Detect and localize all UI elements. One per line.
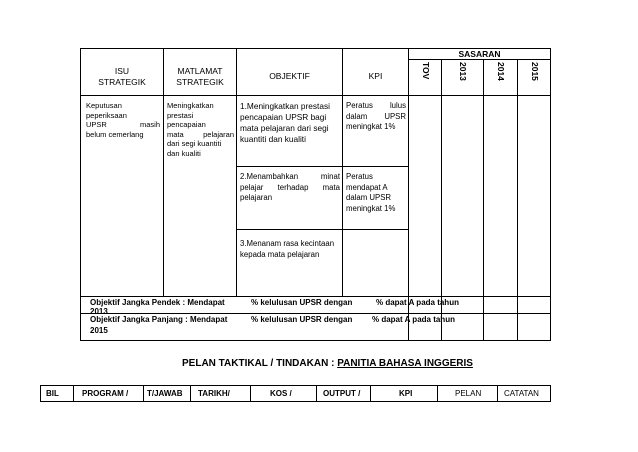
- objektif-jangka-pendek: Objektif Jangka Pendek : Mendapat: [90, 298, 225, 307]
- col-output: OUTPUT /: [323, 389, 361, 398]
- objektif-row-3: 3.Menanam rasa kecintaan kepada mata pelajaran: [240, 239, 335, 259]
- header-year-2014: 2014: [496, 62, 506, 81]
- header-isu-strategik: ISU STRATEGIK: [98, 66, 146, 87]
- col-kos: KOS /: [270, 389, 292, 398]
- header-matlamat-strategik: MATLAMAT STRATEGIK: [176, 66, 224, 87]
- pendek-kelulusan: % kelulusan UPSR dengan: [251, 298, 353, 307]
- header-kpi: KPI: [368, 71, 383, 81]
- section-title: PELAN TAKTIKAL / TINDAKAN : PANITIA BAHASA INGGERIS: [182, 358, 473, 369]
- kpi-row-2: Peratus mendapat A dalam UPSR meningkat 1%: [346, 172, 396, 213]
- col-tjawab: T/JAWAB: [147, 389, 183, 398]
- panjang-dapat-a: % dapat A pada tahun: [372, 315, 455, 324]
- panjang-year: 2015: [90, 326, 108, 335]
- isu-strategik-text: Keputusan peperiksaan UPSR masih belum cemerlang: [86, 101, 160, 139]
- col-tarikh: TARIKH/: [198, 389, 230, 398]
- col-pelan: PELAN: [455, 389, 482, 398]
- matlamat-strategik-text: Meningkatkan prestasi pencapaian mata pelajaran dari segi kuantiti dan kualiti: [167, 101, 234, 158]
- pendek-year: 2013: [90, 307, 108, 316]
- header-year-2015: 2015: [530, 62, 540, 81]
- header-objektif: OBJEKTIF: [269, 71, 310, 81]
- objektif-row-2: 2.Menambahkan minat pelajar terhadap mata pelajaran: [240, 172, 340, 202]
- header-year-tov: TOV: [421, 62, 431, 80]
- objektif-row-1: 1.Meningkatkan prestasi pencapaian UPSR bagi mata pelajaran dari segi kuantiti dan kualiti: [240, 101, 330, 144]
- header-year-2013: 2013: [458, 62, 468, 81]
- objektif-jangka-panjang: Objektif Jangka Panjang : Mendapat: [90, 315, 228, 324]
- col-catatan: CATATAN: [504, 389, 539, 398]
- col-program: PROGRAM /: [82, 389, 129, 398]
- col-bil: BIL: [46, 389, 59, 398]
- kpi-row-1: Peratus lulus dalam UPSR meningkat 1%: [346, 101, 406, 131]
- panjang-kelulusan: % kelulusan UPSR dengan: [251, 315, 353, 324]
- col-kpi: KPI: [399, 389, 413, 398]
- header-sasaran: SASARAN: [458, 49, 501, 59]
- pendek-dapat-a: % dapat A pada tahun: [376, 298, 459, 307]
